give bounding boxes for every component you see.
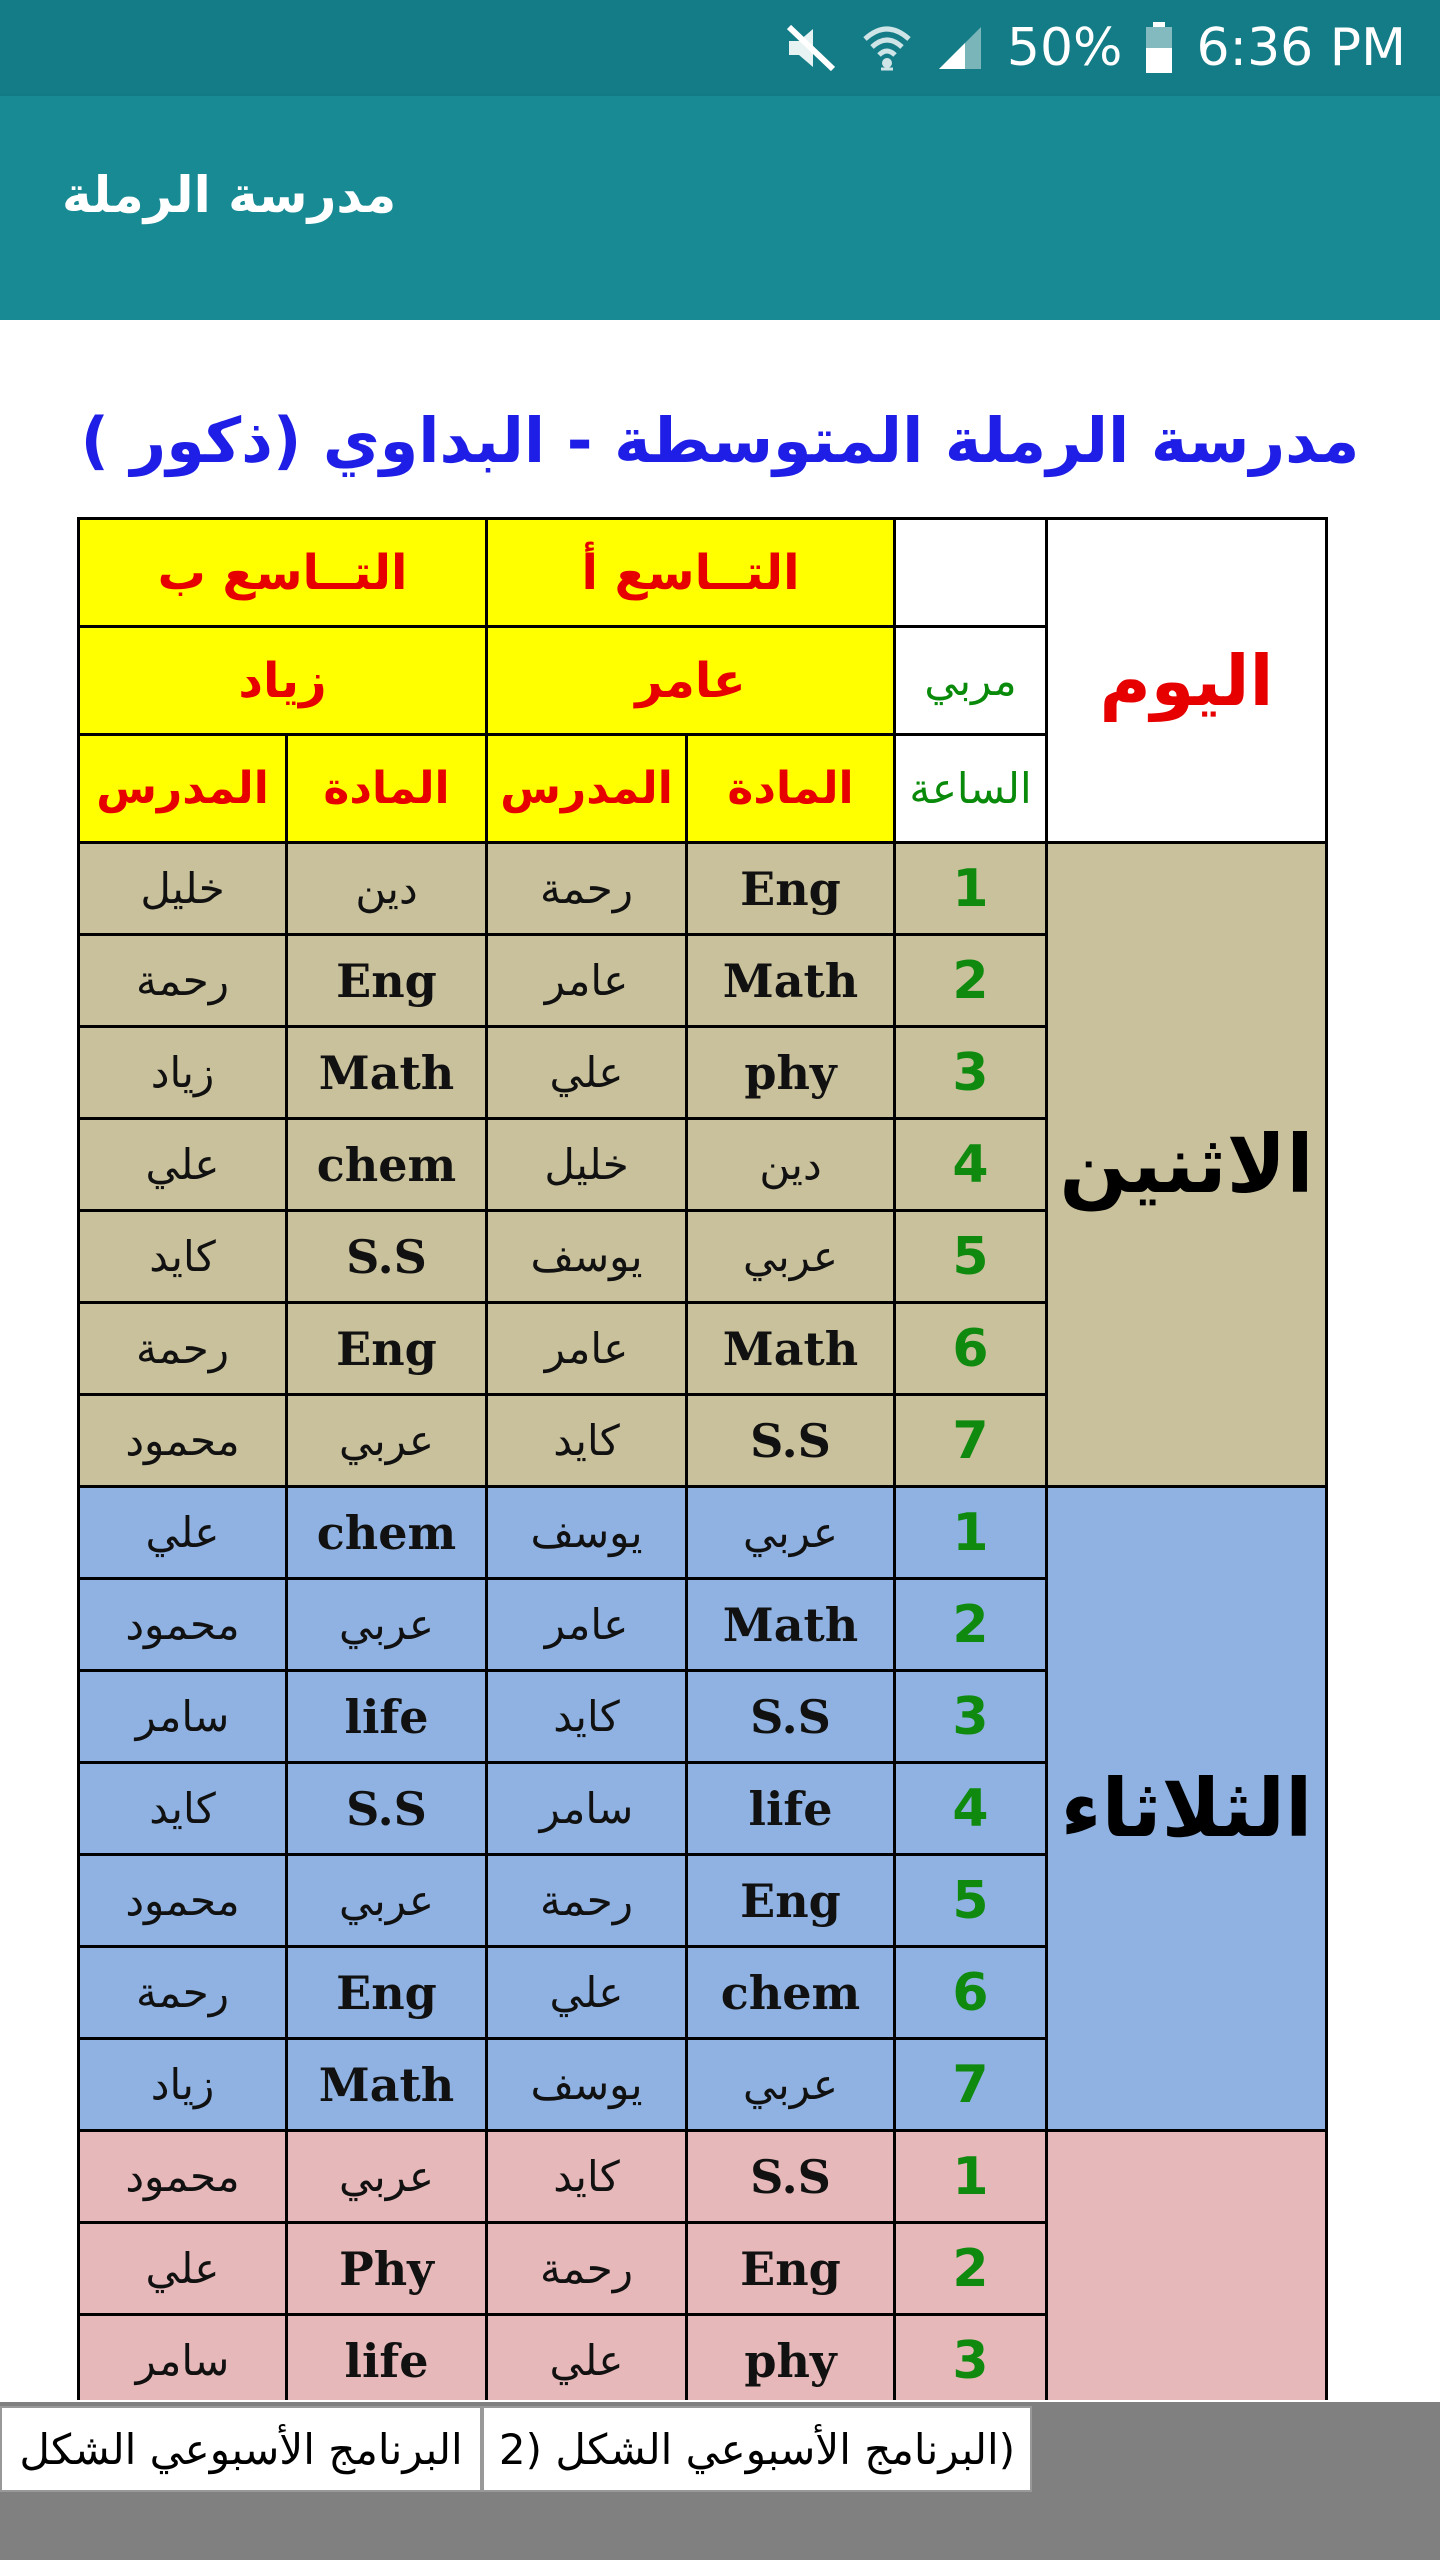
- class-b-teacher: زياد: [79, 2039, 287, 2131]
- class-a-teacher: علي: [487, 1027, 687, 1119]
- period-number: 1: [895, 1487, 1047, 1579]
- class-b-teacher: علي: [79, 1487, 287, 1579]
- bottom-bar: [0, 2402, 1440, 2560]
- app-bar: [0, 96, 1440, 320]
- period-number: 4: [895, 1763, 1047, 1855]
- class-a-subject: عربي: [687, 1487, 895, 1579]
- class-a-subject: phy: [687, 1027, 895, 1119]
- class-b-teacher: محمود: [79, 1395, 287, 1487]
- period-number: 3: [895, 1671, 1047, 1763]
- class-b-teacher: كايد: [79, 1211, 287, 1303]
- class-b-subject: chem: [287, 1119, 487, 1211]
- table-row: [79, 1487, 1327, 1579]
- class-a-subject: S.S: [687, 2131, 895, 2223]
- period-number: 6: [895, 1303, 1047, 1395]
- class-a-teacher: علي: [487, 2315, 687, 2401]
- period-number: 6: [895, 1947, 1047, 2039]
- class-b-subject: دين: [287, 843, 487, 935]
- period-number: 1: [895, 843, 1047, 935]
- period-number: 3: [895, 2315, 1047, 2401]
- hour-label: الساعة: [895, 735, 1047, 843]
- class-a-subject: S.S: [687, 1395, 895, 1487]
- class-b-subject: عربي: [287, 2131, 487, 2223]
- class-a-teacher: رحمة: [487, 843, 687, 935]
- class-b-name: التــاسع ب: [79, 519, 487, 627]
- class-b-subject: Phy: [287, 2223, 487, 2315]
- class-a-teacher: يوسف: [487, 1211, 687, 1303]
- day-name-cell: الثلاثاء: [1047, 1487, 1327, 2131]
- class-a-teacher: عامر: [487, 1303, 687, 1395]
- class-a-subject: Math: [687, 935, 895, 1027]
- class-b-teacher: سامر: [79, 1671, 287, 1763]
- table-row: [79, 2131, 1327, 2223]
- class-b-subject: Eng: [287, 1303, 487, 1395]
- class-b-subject: عربي: [287, 1579, 487, 1671]
- period-number: 3: [895, 1027, 1047, 1119]
- class-b-teacher: كايد: [79, 1763, 287, 1855]
- class-b-subject: S.S: [287, 1211, 487, 1303]
- class-b-teacher-label: المدرس: [79, 735, 287, 843]
- class-b-teacher: علي: [79, 2223, 287, 2315]
- class-b-teacher: زياد: [79, 1027, 287, 1119]
- period-number: 2: [895, 1579, 1047, 1671]
- period-number: 7: [895, 1395, 1047, 1487]
- class-a-supervisor: عامر: [487, 627, 895, 735]
- class-a-subject: Math: [687, 1303, 895, 1395]
- class-a-subject: life: [687, 1763, 895, 1855]
- class-b-subject: Eng: [287, 935, 487, 1027]
- class-a-subject: phy: [687, 2315, 895, 2401]
- signal-icon: [935, 23, 985, 73]
- class-a-subject: Eng: [687, 1855, 895, 1947]
- app-title: مدرسة الرملة: [62, 166, 397, 224]
- tab-weekly-schedule-1[interactable]: البرنامج الأسبوعي الشكل: [0, 2406, 482, 2492]
- day-name-cell: الاثنين: [1047, 843, 1327, 1487]
- class-b-subject: S.S: [287, 1763, 487, 1855]
- class-a-teacher: رحمة: [487, 2223, 687, 2315]
- class-a-subject: S.S: [687, 1671, 895, 1763]
- day-name-cell: [1047, 2131, 1327, 2401]
- class-b-subject: life: [287, 1671, 487, 1763]
- battery-percent: 50%: [1006, 18, 1123, 78]
- class-a-teacher: عامر: [487, 935, 687, 1027]
- class-a-subject: Eng: [687, 843, 895, 935]
- tab-weekly-schedule-2[interactable]: (البرنامج الأسبوعي الشكل (2: [482, 2406, 1032, 2492]
- page-heading: مدرسة الرملة المتوسطة - البداوي (ذكور ): [80, 404, 1360, 477]
- period-number: 7: [895, 2039, 1047, 2131]
- period-number: 4: [895, 1119, 1047, 1211]
- class-a-subject: دين: [687, 1119, 895, 1211]
- period-number: 1: [895, 2131, 1047, 2223]
- class-b-teacher: رحمة: [79, 1947, 287, 2039]
- class-b-subject: عربي: [287, 1395, 487, 1487]
- schedule-content[interactable]: [0, 320, 1440, 2400]
- class-b-supervisor: زياد: [79, 627, 487, 735]
- battery-icon: [1144, 22, 1174, 74]
- class-a-teacher: كايد: [487, 2131, 687, 2223]
- clock: 6:36 PM: [1196, 18, 1406, 78]
- class-a-teacher: علي: [487, 1947, 687, 2039]
- class-b-subject-label: المادة: [287, 735, 487, 843]
- class-a-teacher: يوسف: [487, 1487, 687, 1579]
- class-b-teacher: خليل: [79, 843, 287, 935]
- class-a-teacher: كايد: [487, 1671, 687, 1763]
- period-number: 2: [895, 935, 1047, 1027]
- class-b-teacher: رحمة: [79, 935, 287, 1027]
- class-a-teacher: يوسف: [487, 2039, 687, 2131]
- class-b-subject: عربي: [287, 1855, 487, 1947]
- class-a-name: التــاسع أ: [487, 519, 895, 627]
- period-number: 5: [895, 1855, 1047, 1947]
- day-header: اليوم: [1047, 519, 1327, 843]
- class-a-teacher-label: المدرس: [487, 735, 687, 843]
- class-b-subject: chem: [287, 1487, 487, 1579]
- status-bar: [0, 0, 1440, 96]
- class-a-teacher: رحمة: [487, 1855, 687, 1947]
- class-b-teacher: سامر: [79, 2315, 287, 2401]
- supervisor-label: مربي: [895, 627, 1047, 735]
- class-b-subject: life: [287, 2315, 487, 2401]
- schedule-table: [77, 517, 1328, 2400]
- class-b-teacher: علي: [79, 1119, 287, 1211]
- period-number: 5: [895, 1211, 1047, 1303]
- class-b-subject: Math: [287, 1027, 487, 1119]
- class-b-teacher: محمود: [79, 1579, 287, 1671]
- class-a-subject: Math: [687, 1579, 895, 1671]
- class-a-subject: chem: [687, 1947, 895, 2039]
- mute-icon: [783, 23, 839, 73]
- class-a-teacher: كايد: [487, 1395, 687, 1487]
- class-b-subject: Eng: [287, 1947, 487, 2039]
- class-a-teacher: سامر: [487, 1763, 687, 1855]
- class-b-teacher: محمود: [79, 2131, 287, 2223]
- period-number: 2: [895, 2223, 1047, 2315]
- class-b-teacher: رحمة: [79, 1303, 287, 1395]
- table-row: [79, 843, 1327, 935]
- class-a-subject: عربي: [687, 1211, 895, 1303]
- class-a-teacher: عامر: [487, 1579, 687, 1671]
- class-b-subject: Math: [287, 2039, 487, 2131]
- empty-header-cell: [895, 519, 1047, 627]
- class-b-teacher: محمود: [79, 1855, 287, 1947]
- class-a-teacher: خليل: [487, 1119, 687, 1211]
- class-a-subject: Eng: [687, 2223, 895, 2315]
- class-a-subject: عربي: [687, 2039, 895, 2131]
- class-a-subject-label: المادة: [687, 735, 895, 843]
- wifi-icon: [861, 23, 913, 73]
